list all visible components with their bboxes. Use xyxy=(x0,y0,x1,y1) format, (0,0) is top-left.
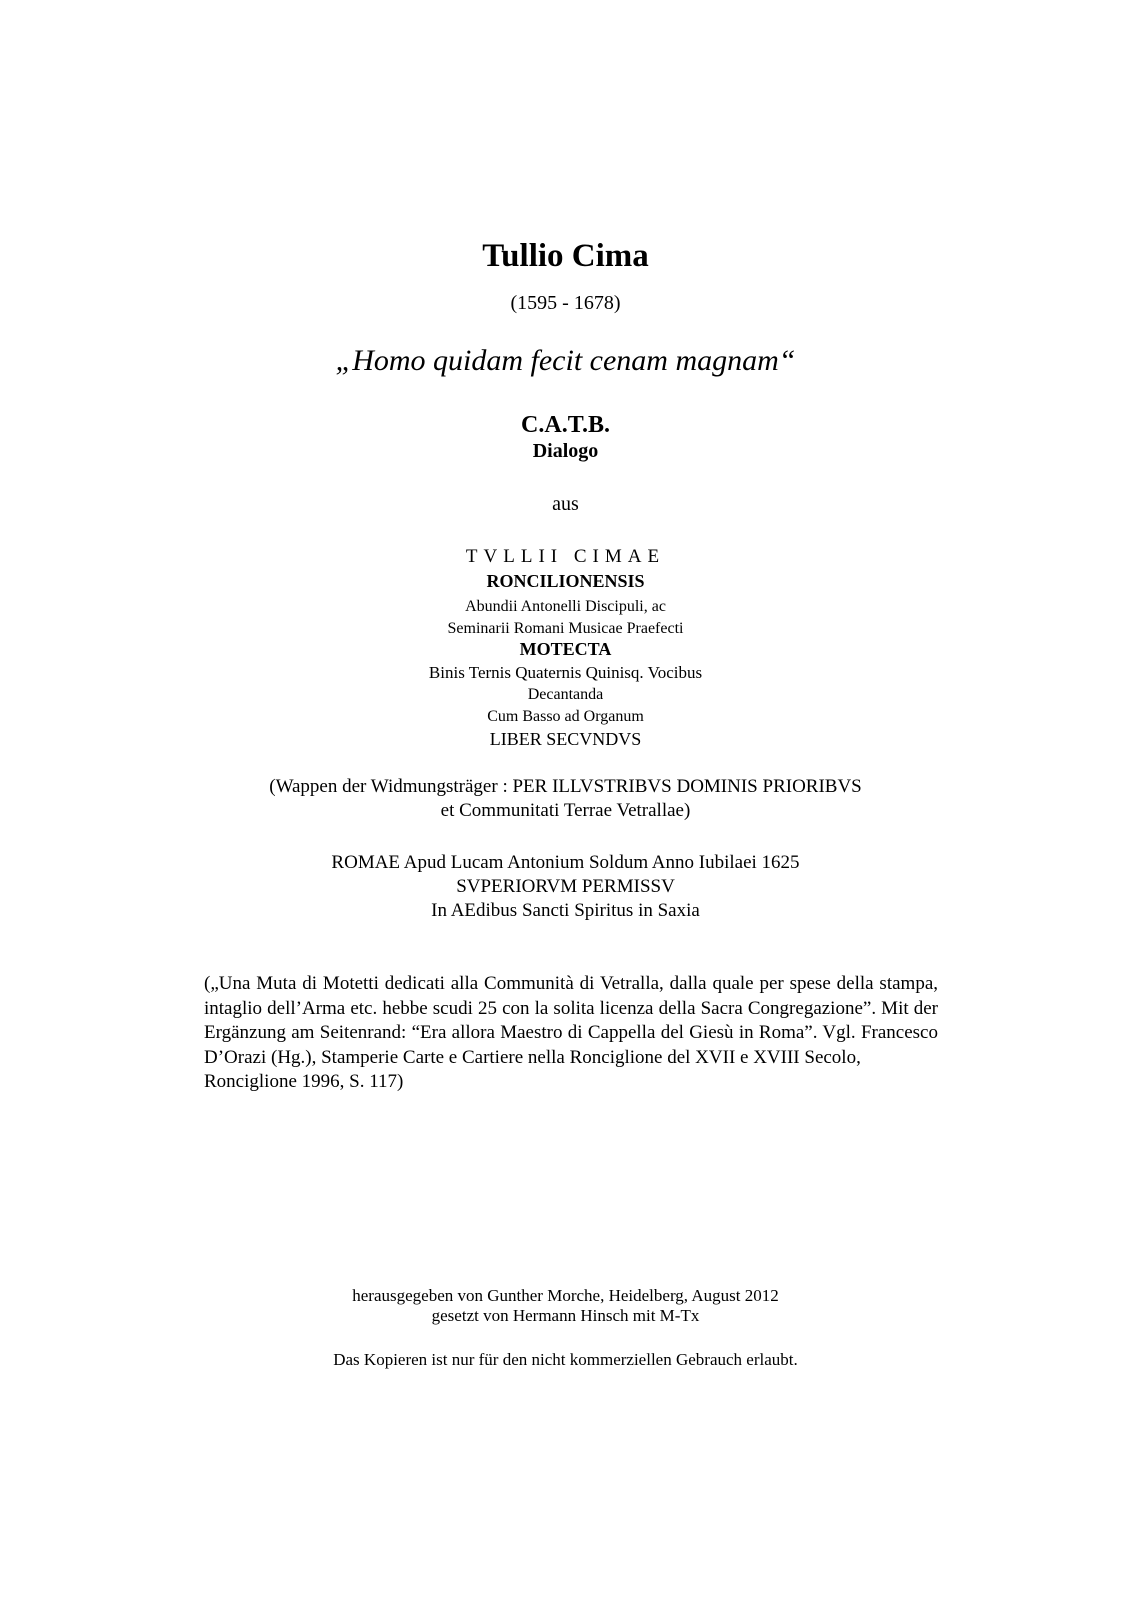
title-page-line: Decantanda xyxy=(527,686,604,703)
historical-note xyxy=(204,972,938,1095)
composer-dates: (1595 - 1678) xyxy=(510,292,621,314)
title-page-line: MOTECTA xyxy=(519,639,612,659)
title-page-line: LIBER SECVNDVS xyxy=(489,729,642,749)
typesetter-credit: gesetzt von Hermann Hinsch mit M-Tx xyxy=(431,1306,700,1325)
dedication-line: (Wappen der Widmungsträger : PER ILLVSTRIBVS DOMINIS PRIORIBVS xyxy=(269,776,862,797)
license-note: Das Kopieren ist nur für den nicht kommerziellen Gebrauch erlaubt. xyxy=(333,1350,798,1369)
title-page-line: Binis Ternis Quaternis Quinisq. Vocibus xyxy=(428,663,703,682)
title-page-line: Abundii Antonelli Discipuli, ac xyxy=(465,598,666,615)
note-citation: Ronciglione 1996, S. 117) xyxy=(204,1071,404,1092)
editor-credit: herausgegeben von Gunther Morche, Heidelberg, August 2012 xyxy=(352,1286,779,1305)
title-page-line: Seminarii Romani Musicae Praefecti xyxy=(447,620,684,637)
dedication-line: et Communitati Terrae Vetrallae) xyxy=(440,800,691,821)
voicing: C.A.T.B. xyxy=(521,412,610,438)
title-page-line: Cum Basso ad Organum xyxy=(487,708,644,725)
note-paragraph: („Una Muta di Motetti dedicati alla Communità di Vetralla, dalla quale per spese della stampa, intaglio dell’Arma etc. hebbe scudi 25 con la solita licenza della Sacra Congregazione”. Mit der Ergänzung am Seitenrand: “Era allora Maestro di Cappella del Giesù in Roma”. Vgl. Francesco D’Orazi (Hg.), Stamperie Carte e Cartiere nella Ronciglione del XVII e XVIII Secolo, xyxy=(204,973,938,1068)
source-intro: aus xyxy=(552,493,579,515)
motet-title: „Homo quidam fecit cenam magnam“ xyxy=(335,344,796,377)
title-page-line: RONCILIONENSIS xyxy=(486,571,645,591)
genre: Dialogo xyxy=(532,440,599,462)
imprint-line: SVPERIORVM PERMISSV xyxy=(456,876,675,897)
imprint-line: In AEdibus Sancti Spiritus in Saxia xyxy=(431,900,700,921)
title-page-line: TVLLII CIMAE xyxy=(465,546,666,567)
imprint-line: ROMAE Apud Lucam Antonium Soldum Anno Iubilaei 1625 xyxy=(331,852,800,873)
composer-name: Tullio Cima xyxy=(482,238,649,274)
